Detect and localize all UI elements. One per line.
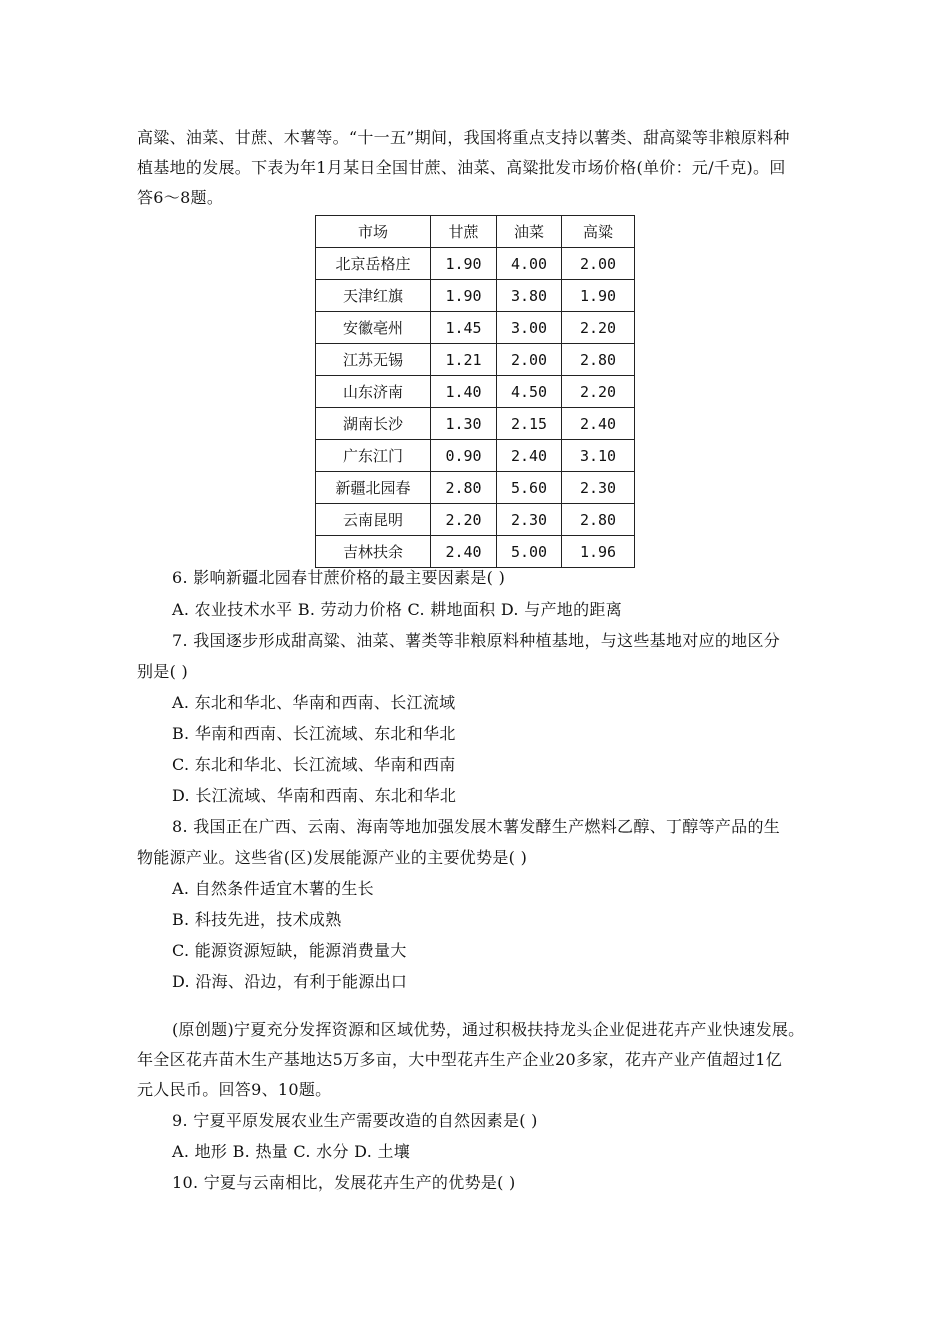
price-cell: 2.40 — [497, 440, 562, 472]
intro2-line-1: (原创题)宁夏充分发挥资源和区域优势，通过积极扶持龙头企业促进花卉产业快速发展。 — [172, 1020, 805, 1039]
q7-stem-line-2: 别是( ) — [137, 662, 189, 681]
q8-option-b: B. 科技先进，技术成熟 — [172, 910, 342, 929]
price-cell: 3.10 — [562, 440, 635, 472]
price-cell: 2.20 — [562, 312, 635, 344]
price-cell: 3.00 — [497, 312, 562, 344]
price-cell: 1.40 — [431, 376, 497, 408]
table-row — [316, 440, 635, 472]
intro2-line-3: 元人民币。回答9、10题。 — [137, 1080, 332, 1099]
intro-line-2: 植基地的发展。下表为年1月某日全国甘蔗、油菜、高粱批发市场价格(单价：元/千克)。回 — [137, 158, 786, 177]
price-cell: 2.15 — [497, 408, 562, 440]
q8-option-d: D. 沿海、沿边，有利于能源出口 — [172, 972, 408, 991]
intro2-line-2: 年全区花卉苗木生产基地达5万多亩，大中型花卉生产企业20多家，花卉产业产值超过1亿 — [137, 1050, 783, 1069]
market-cell: 山东济南 — [316, 376, 431, 408]
price-cell: 2.80 — [562, 504, 635, 536]
price-cell: 2.00 — [562, 248, 635, 280]
market-cell: 云南昆明 — [316, 504, 431, 536]
q9-options: A. 地形 B. 热量 C. 水分 D. 土壤 — [172, 1142, 411, 1161]
market-cell: 江苏无锡 — [316, 344, 431, 376]
header-cell: 高粱 — [562, 216, 635, 248]
market-cell: 吉林扶余 — [316, 536, 431, 568]
table-row — [316, 248, 635, 280]
q7-option-d: D. 长江流域、华南和西南、东北和华北 — [172, 786, 457, 805]
price-cell: 4.00 — [497, 248, 562, 280]
price-cell: 1.30 — [431, 408, 497, 440]
table-header-row — [316, 216, 635, 248]
header-cell: 油菜 — [497, 216, 562, 248]
q8-stem-line-1: 8. 我国正在广西、云南、海南等地加强发展木薯发酵生产燃料乙醇、丁醇等产品的生 — [172, 817, 781, 836]
price-cell: 2.30 — [562, 472, 635, 504]
price-cell: 1.90 — [562, 280, 635, 312]
q6-options: A. 农业技术水平 B. 劳动力价格 C. 耕地面积 D. 与产地的距离 — [172, 600, 622, 619]
table-row — [316, 280, 635, 312]
price-cell: 0.90 — [431, 440, 497, 472]
price-cell: 2.00 — [497, 344, 562, 376]
price-cell: 1.96 — [562, 536, 635, 568]
q7-option-b: B. 华南和西南、长江流域、东北和华北 — [172, 724, 456, 743]
price-cell: 2.40 — [431, 536, 497, 568]
market-cell: 广东江门 — [316, 440, 431, 472]
price-cell: 2.80 — [562, 344, 635, 376]
table-row — [316, 408, 635, 440]
table-row — [316, 472, 635, 504]
table-row — [316, 536, 635, 568]
q7-option-a: A. 东北和华北、华南和西南、长江流域 — [172, 693, 456, 712]
price-cell: 5.00 — [497, 536, 562, 568]
intro-line-1: 高粱、油菜、甘蔗、木薯等。“十一五”期间，我国将重点支持以薯类、甜高粱等非粮原料种 — [137, 128, 790, 147]
price-cell: 1.90 — [431, 248, 497, 280]
header-cell: 市场 — [316, 216, 431, 248]
q7-stem-line-1: 7. 我国逐步形成甜高粱、油菜、薯类等非粮原料种植基地，与这些基地对应的地区分 — [172, 631, 781, 650]
q9-stem: 9. 宁夏平原发展农业生产需要改造的自然因素是( ) — [172, 1111, 538, 1130]
price-cell: 2.40 — [562, 408, 635, 440]
q8-option-c: C. 能源资源短缺，能源消费量大 — [172, 941, 407, 960]
table-row — [316, 504, 635, 536]
q6-stem: 6. 影响新疆北园春甘蔗价格的最主要因素是( ) — [172, 568, 506, 587]
price-cell: 1.90 — [431, 280, 497, 312]
q7-option-c: C. 东北和华北、长江流域、华南和西南 — [172, 755, 456, 774]
market-cell: 天津红旗 — [316, 280, 431, 312]
header-cell: 甘蔗 — [431, 216, 497, 248]
price-cell: 4.50 — [497, 376, 562, 408]
q10-stem: 10. 宁夏与云南相比，发展花卉生产的优势是( ) — [172, 1173, 516, 1192]
intro-line-3: 答6～8题。 — [137, 188, 224, 207]
market-cell: 新疆北园春 — [316, 472, 431, 504]
market-cell: 安徽亳州 — [316, 312, 431, 344]
price-cell: 3.80 — [497, 280, 562, 312]
price-cell: 2.30 — [497, 504, 562, 536]
table-row — [316, 312, 635, 344]
price-cell: 1.45 — [431, 312, 497, 344]
price-cell: 5.60 — [497, 472, 562, 504]
q8-stem-line-2: 物能源产业。这些省(区)发展能源产业的主要优势是( ) — [137, 848, 528, 867]
price-cell: 2.20 — [562, 376, 635, 408]
q8-option-a: A. 自然条件适宜木薯的生长 — [172, 879, 374, 898]
price-table — [315, 215, 635, 568]
market-cell: 北京岳格庄 — [316, 248, 431, 280]
table-row — [316, 376, 635, 408]
price-cell: 1.21 — [431, 344, 497, 376]
price-cell: 2.20 — [431, 504, 497, 536]
market-cell: 湖南长沙 — [316, 408, 431, 440]
price-cell: 2.80 — [431, 472, 497, 504]
table-row — [316, 344, 635, 376]
